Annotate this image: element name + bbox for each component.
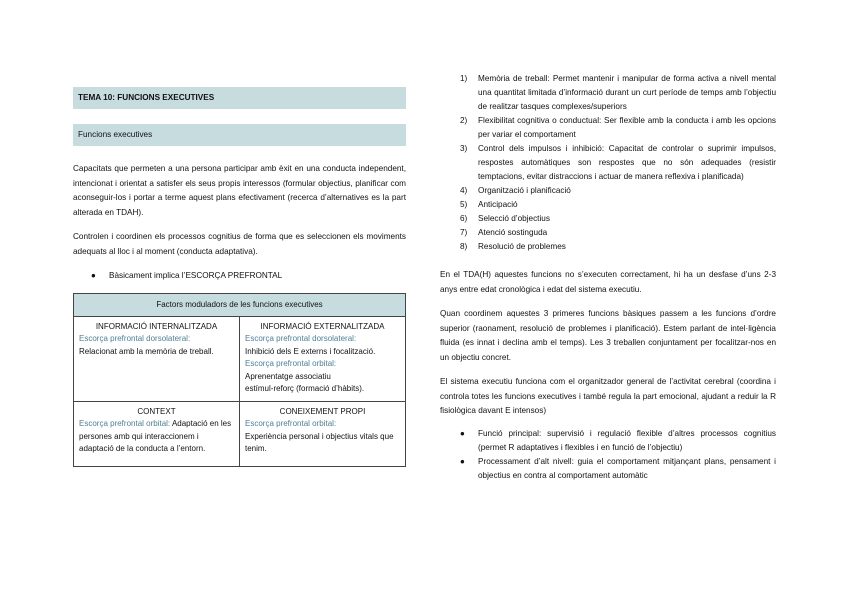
- left-column: [73, 87, 406, 467]
- list-item-text: Atenció sostinguda: [478, 228, 548, 237]
- executive-system-paragraph: El sistema executiu funciona com el organitzador general de l’activitat cerebral (coordina i controla totes les funcions executives i també regula la part emocional, ajudant a reduir la R fisiològica davant E intensos): [440, 377, 776, 415]
- tdah-paragraph: En el TDA(H) aquestes funcions no s’executen correctament, hi ha un desfase d’uns 2-3 anys entre edat cronològica i edat del sistema executiu.: [440, 270, 776, 294]
- prefrontal-bullet: [73, 269, 406, 284]
- list-number: 4): [460, 186, 468, 195]
- table-header: Factors moduladors de les funcions executives: [74, 293, 406, 316]
- list-item-text: Selecció d’objectius: [478, 214, 550, 223]
- right-column: [440, 72, 776, 483]
- cell-heading: INFORMACIÓ EXTERNALITZADA: [260, 321, 385, 331]
- list-item-text: Memòria de treball: Permet mantenir i manipular de forma activa a nivell mental una quantitat limitada d’informació durant un curt període de temps amb l’objectiu de realitzar tasques complexes/superiors: [478, 74, 776, 111]
- modulating-factors-table: [73, 293, 406, 467]
- coordination-paragraph: Quan coordinem aquestes 3 primeres funcions bàsiques passem a les funcions d’ordre superior (raonament, resolució de problemes i planificació). Estem parlant de intel·ligència fluida (es innat i declina amb el temps). Les 3 treballen conjuntament per focalitzar-nos en un objectiu concret.: [440, 309, 776, 362]
- list-number: 6): [460, 214, 468, 223]
- table-cell-externalized: [240, 316, 406, 401]
- list-item-text: Organització i planificació: [478, 186, 571, 195]
- intro-paragraph-2: Controlen i coordinen els processos cognitius de forma que es seleccionen els moviments adequats al lloc i al moment (conducta adaptativa).: [73, 232, 406, 256]
- list-item: [440, 240, 776, 254]
- cell-description: [79, 418, 234, 456]
- cell-heading: INFORMACIÓ INTERNALITZADA: [95, 321, 218, 331]
- cell-description: estímul-reforç (formació d’hàbits).: [245, 384, 365, 393]
- list-item: [440, 142, 776, 184]
- cell-heading: CONTEXT: [137, 406, 176, 416]
- cell-region-label: Escorça prefrontal dorsolateral:: [79, 334, 191, 343]
- list-item: [440, 427, 776, 455]
- cell-region-label: Escorça prefrontal dorsolateral:: [245, 334, 357, 343]
- cell-region-label: Escorça prefrontal orbital:: [245, 359, 337, 368]
- executive-functions-list: [440, 72, 776, 254]
- list-item-text: Resolució de problemes: [478, 242, 566, 251]
- cell-region-label: Escorça prefrontal orbital:: [245, 419, 337, 428]
- list-number: 3): [460, 144, 468, 153]
- bullet-dot-icon: ●: [91, 271, 96, 280]
- bullet-dot-icon: ●: [460, 456, 465, 466]
- list-item-text: Processament d’alt nivell: guia el comportament mitjançant plans, pensament i objectius en contra al comportament automàtic: [478, 456, 776, 480]
- list-item: [440, 114, 776, 142]
- cell-description-inline: Adaptació en les persones amb qui interaccionem i adaptació de la conducta a l’entorn.: [79, 419, 232, 453]
- table-cell-context: [74, 401, 240, 466]
- table-cell-internalized: [74, 316, 240, 401]
- topic-title-band: TEMA 10: FUNCIONS EXECUTIVES: [73, 87, 406, 109]
- cell-description: Aprenentatge associatiu: [245, 371, 331, 381]
- bullet-dot-icon: ●: [460, 428, 465, 438]
- prefrontal-bullet-text: Bàsicament implica l’ESCORÇA PREFRONTAL: [109, 271, 283, 280]
- list-item: [440, 455, 776, 483]
- list-item-text: Control dels impulsos i inhibició: Capacitat de controlar o suprimir impulsos, respostes automàtiques son respostes que no són adequades (resistir temptacions, evitar distraccions i actuar de manera reflexiva i planificada): [478, 144, 776, 181]
- list-number: 1): [460, 74, 468, 83]
- list-number: 8): [460, 242, 468, 251]
- intro-paragraph-1: Capacitats que permeten a una persona participar amb èxit en una conducta independent, intencionat i orientat a satisfer els seus propis interessos (formular objectius, planificar com aconseguir-los i portar a terme aquest plans efectivament (recerca d’alternatives es la part alterada en TDAH).: [73, 164, 406, 217]
- list-item-text: Flexibilitat cognitiva o conductual: Ser flexible amb la conducta i amb les opcions per variar el comportament: [478, 116, 776, 139]
- list-item-text: Anticipació: [478, 200, 518, 209]
- cell-region-label: Escorça prefrontal orbital:: [79, 419, 171, 428]
- list-item: [440, 72, 776, 114]
- list-item-text: Funció principal: supervisió i regulació flexible d’altres processos cognitius (permet R adaptatives i flexibles i en funció de l’objectiu): [478, 428, 776, 452]
- executive-system-bullets: [440, 427, 776, 483]
- table-cell-self-knowledge: [240, 401, 406, 466]
- list-item: [440, 212, 776, 226]
- list-item: [440, 226, 776, 240]
- cell-description: Experiència personal i objectius vitals que tenim.: [245, 431, 394, 453]
- list-number: 7): [460, 228, 468, 237]
- list-number: 5): [460, 200, 468, 209]
- cell-description: Inhibició dels E externs i focalització.: [245, 346, 376, 356]
- cell-heading: CONEIXEMENT PROPI: [279, 406, 366, 416]
- list-number: 2): [460, 116, 468, 125]
- list-item: [440, 184, 776, 198]
- cell-description: Relacionat amb la memòria de treball.: [79, 346, 214, 356]
- list-item: [440, 198, 776, 212]
- section-subtitle-band: Funcions executives: [73, 124, 406, 146]
